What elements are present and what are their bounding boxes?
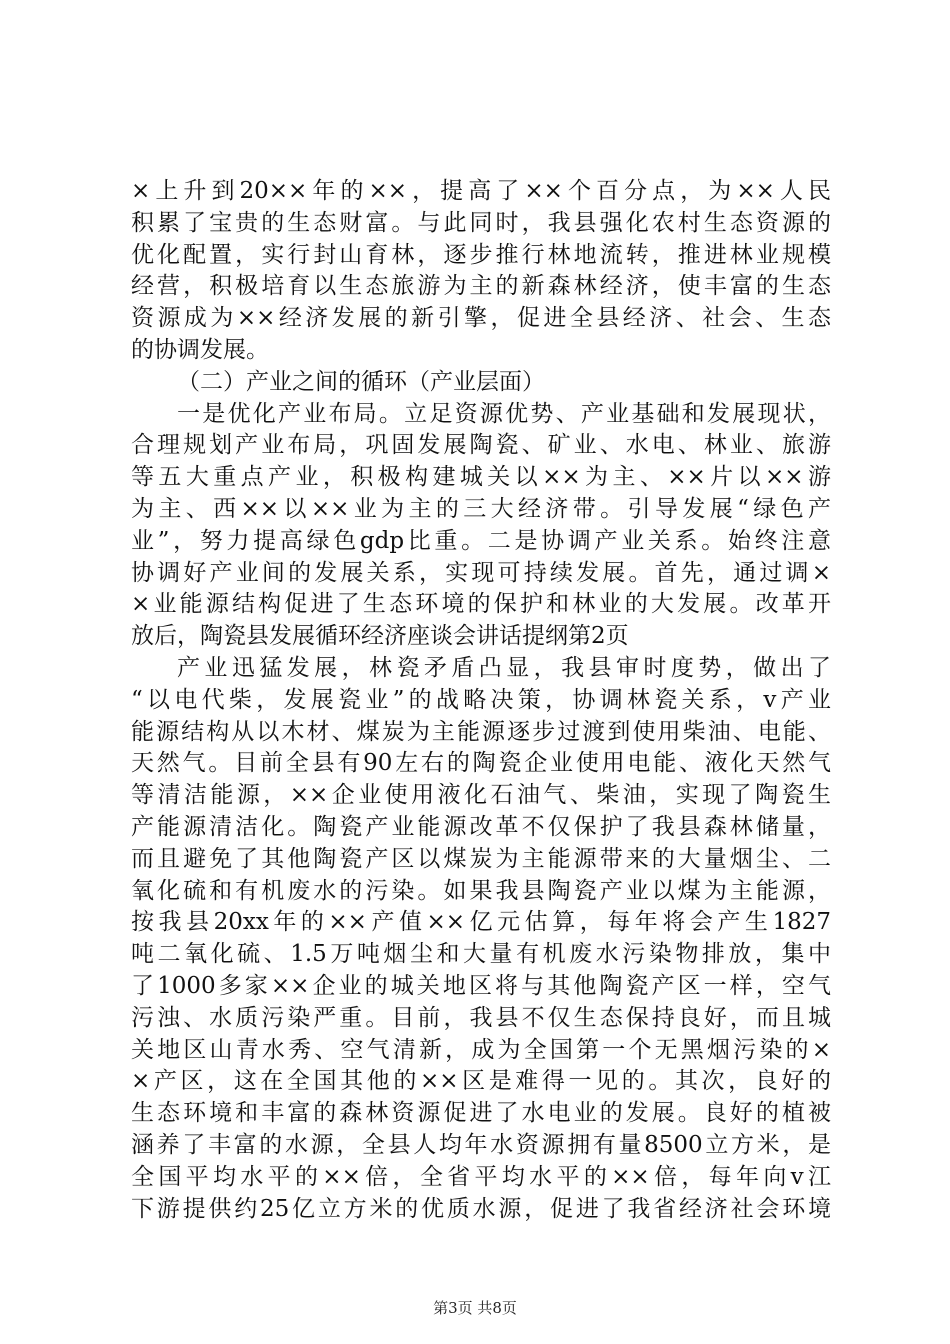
text-line: 下游提供约25亿立方米的优质水源，促进了我省经济社会环境 [131, 1195, 831, 1222]
text-line: 全国平均水平的××倍，全省平均水平的××倍，每年向v江 [131, 1163, 831, 1190]
text-line: 天然气。目前全县有90左右的陶瓷企业使用电能、液化天然气 [131, 750, 831, 777]
text-line: 产能源清洁化。陶瓷产业能源改革不仅保护了我县森林储量， [131, 813, 831, 840]
text-line: 的协调发展。 [131, 336, 269, 363]
text-line: 一是优化产业布局。立足资源优势、产业基础和发展现状， [177, 400, 831, 427]
text-line: 合理规划产业布局，巩固发展陶瓷、矿业、水电、林业、旅游 [131, 432, 831, 459]
text-line: ×业能源结构促进了生态环境的保护和林业的大发展。改革开 [131, 591, 831, 618]
text-line: 放后，陶瓷县发展循环经济座谈会讲话提纲第2页 [131, 623, 629, 650]
text-line: 产业迅猛发展，林瓷矛盾凸显，我县审时度势，做出了 [177, 654, 831, 681]
page-footer [0, 1298, 950, 1318]
document-body [131, 176, 831, 1225]
text-line: 生态环境和丰富的森林资源促进了水电业的发展。良好的植被 [131, 1100, 831, 1127]
paragraph-2 [131, 399, 831, 653]
text-line: 等清洁能源，××企业使用液化石油气、柴油，实现了陶瓷生 [131, 782, 831, 809]
text-line: 污浊、水质污染严重。目前，我县不仅生态保持良好，而且城 [131, 1004, 831, 1031]
section-heading-text: （二）产业之间的循环（产业层面） [177, 368, 545, 395]
text-line: 资源成为××经济发展的新引擎，促进全县经济、社会、生态 [131, 305, 831, 332]
paragraph-1 [131, 176, 831, 367]
text-line: 能源结构从以木材、煤炭为主能源逐步过渡到使用柴油、电能、 [131, 718, 831, 745]
text-line: 吨二氧化硫、1.5万吨烟尘和大量有机废水污染物排放，集中 [131, 941, 831, 968]
text-line: ×上升到20××年的××，提高了××个百分点，为××人民 [131, 178, 831, 204]
text-line: 为主、西××以××业为主的三大经济带。引导发展“绿色产 [131, 495, 831, 522]
text-line: ×产区，这在全国其他的××区是难得一见的。其次，良好的 [131, 1068, 831, 1095]
page-number: 第3页 共8页 [433, 1299, 517, 1317]
text-line: 协调好产业间的发展关系，实现可持续发展。首先，通过调× [131, 559, 831, 586]
text-line: 等五大重点产业，积极构建城关以××为主、××片以××游 [131, 464, 831, 491]
text-line: 了1000多家××企业的城关地区将与其他陶瓷产区一样，空气 [131, 972, 831, 999]
text-line: 按我县20xx年的××产值××亿元估算，每年将会产生1827 [131, 909, 831, 936]
text-line: 氧化硫和有机废水的污染。如果我县陶瓷产业以煤为主能源， [131, 877, 831, 904]
text-line: 关地区山青水秀、空气清新，成为全国第一个无黑烟污染的× [131, 1036, 831, 1063]
paragraph-3 [131, 653, 831, 1225]
text-line: 经营，积极培育以生态旅游为主的新森林经济，使丰富的生态 [131, 273, 831, 300]
section-heading [131, 367, 831, 399]
text-line: 涵养了丰富的水源，全县人均年水资源拥有量8500立方米，是 [131, 1131, 831, 1158]
text-line: 优化配置，实行封山育林，逐步推行林地流转，推进林业规模 [131, 241, 831, 268]
text-line: 业”，努力提高绿色gdp比重。二是协调产业关系。始终注意 [131, 527, 831, 554]
text-line: 而且避免了其他陶瓷产区以煤炭为主能源带来的大量烟尘、二 [131, 845, 831, 872]
text-line: “以电代柴，发展瓷业”的战略决策，协调林瓷关系，v产业 [131, 686, 831, 713]
text-line: 积累了宝贵的生态财富。与此同时，我县强化农村生态资源的 [131, 209, 831, 236]
